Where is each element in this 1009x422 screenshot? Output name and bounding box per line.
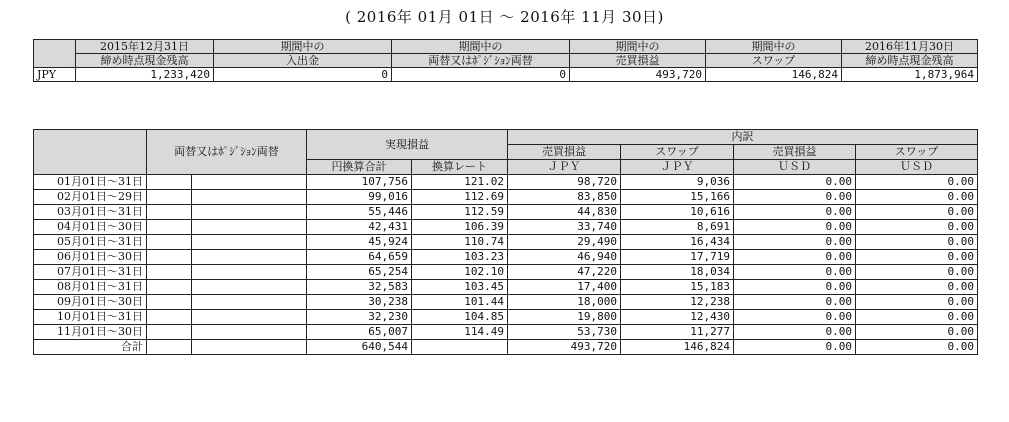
trade-pl-usd-cell: 0.00 [734, 205, 856, 220]
swap-jpy-header: スワップ [621, 145, 734, 160]
rate-cell: 112.69 [412, 190, 508, 205]
rate-cell: 104.85 [412, 310, 508, 325]
trade-pl-usd-cell: 0.00 [734, 235, 856, 250]
yen-total-cell: 65,254 [307, 265, 412, 280]
trade-pl-usd-header: 売買損益 [734, 145, 856, 160]
exchange-cell [192, 250, 307, 265]
exchange-cell [192, 265, 307, 280]
opening-balance-value: 1,233,420 [76, 68, 214, 82]
yen-total-cell: 32,230 [307, 310, 412, 325]
exchange-cell [147, 280, 192, 295]
trade-pl-jpy-cell: 17,400 [508, 280, 621, 295]
table-row [34, 235, 978, 250]
swap-jpy-cell: 12,430 [621, 310, 734, 325]
trade-pl-jpy-cell: 98,720 [508, 175, 621, 190]
deposit-value: 0 [214, 68, 392, 82]
trade-pl-usd-cell: 0.00 [734, 265, 856, 280]
summary-header-opening-date: 2015年12月31日 [76, 40, 214, 54]
swap-jpy-cell: 10,616 [621, 205, 734, 220]
rate-cell: 106.39 [412, 220, 508, 235]
summary-header-row-1 [34, 40, 978, 54]
trade-pl-usd-cell: 0.00 [734, 280, 856, 295]
exchange-cell [147, 220, 192, 235]
trade-pl-jpy-cell: 53,730 [508, 325, 621, 340]
swap-usd-header: スワップ [856, 145, 978, 160]
exchange-cell [147, 295, 192, 310]
monthly-breakdown-table [33, 129, 978, 355]
swap-jpy-cell: 8,691 [621, 220, 734, 235]
yen-total-cell: 65,007 [307, 325, 412, 340]
swap-jpy-cell: 9,036 [621, 175, 734, 190]
closing-balance-value: 1,873,964 [842, 68, 978, 82]
trade-pl-jpy-cell: 18,000 [508, 295, 621, 310]
trade-pl-jpy-cell: 46,940 [508, 250, 621, 265]
trade-pl-jpy-header: 売買損益 [508, 145, 621, 160]
rate-cell: 103.23 [412, 250, 508, 265]
period-cell: 09月01日〜30日 [34, 295, 147, 310]
rate-cell: 102.10 [412, 265, 508, 280]
rate-cell: 114.49 [412, 325, 508, 340]
exchange-cell [147, 205, 192, 220]
swap-jpy-cell: 15,166 [621, 190, 734, 205]
total-label: 合計 [34, 340, 147, 355]
yen-total-cell: 64,659 [307, 250, 412, 265]
total-pl-jpy: 493,720 [508, 340, 621, 355]
rate-cell: 101.44 [412, 295, 508, 310]
table-row [34, 310, 978, 325]
trade-pl-usd-cell: 0.00 [734, 325, 856, 340]
trade-pl-usd-cell: 0.00 [734, 220, 856, 235]
trade-pl-jpy-cell: 19,800 [508, 310, 621, 325]
exchange-cell [147, 325, 192, 340]
summary-header-trade-pl-1: 期間中の [570, 40, 706, 54]
monthly-corner-cell [34, 130, 147, 175]
table-row [34, 250, 978, 265]
trade-pl-jpy-cell: 44,830 [508, 205, 621, 220]
swap-jpy-cell: 15,183 [621, 280, 734, 295]
trade-pl-jpy-cell: 33,740 [508, 220, 621, 235]
summary-header-trade-pl-2: 売買損益 [570, 54, 706, 68]
swap-usd-cell: 0.00 [856, 280, 978, 295]
period-cell: 03月01日〜31日 [34, 205, 147, 220]
table-row [34, 265, 978, 280]
total-swap-jpy: 146,824 [621, 340, 734, 355]
exchange-header: 両替又はﾎﾟｼﾞｼｮﾝ両替 [147, 130, 307, 175]
summary-header-exchange-1: 期間中の [392, 40, 570, 54]
yen-total-cell: 99,016 [307, 190, 412, 205]
currency-cell: JPY [34, 68, 76, 82]
table-row [34, 175, 978, 190]
exchange-value: 0 [392, 68, 570, 82]
monthly-header-row-1 [34, 130, 978, 145]
swap-jpy-cell: 18,034 [621, 265, 734, 280]
total-pl-usd: 0.00 [734, 340, 856, 355]
summary-header-closing-date: 2016年11月30日 [842, 40, 978, 54]
table-row [34, 190, 978, 205]
trade-pl-usd-cell: 0.00 [734, 310, 856, 325]
exchange-cell [192, 280, 307, 295]
jpy-currency-header: ＪＰＹ [508, 160, 621, 175]
summary-header-swap-2: スワップ [706, 54, 842, 68]
yen-total-cell: 42,431 [307, 220, 412, 235]
exchange-cell [147, 310, 192, 325]
swap-usd-cell: 0.00 [856, 175, 978, 190]
yen-total-cell: 45,924 [307, 235, 412, 250]
exchange-cell [147, 340, 192, 355]
swap-usd-cell: 0.00 [856, 190, 978, 205]
total-row [34, 340, 978, 355]
swap-jpy-cell: 11,277 [621, 325, 734, 340]
yen-total-cell: 107,756 [307, 175, 412, 190]
yen-total-cell: 30,238 [307, 295, 412, 310]
swap-usd-cell: 0.00 [856, 325, 978, 340]
rate-header: 換算レート [412, 160, 508, 175]
summary-header-row-2 [34, 54, 978, 68]
summary-header-deposit-2: 入出金 [214, 54, 392, 68]
swap-value: 146,824 [706, 68, 842, 82]
summary-header-deposit-1: 期間中の [214, 40, 392, 54]
swap-usd-cell: 0.00 [856, 235, 978, 250]
rate-cell: 112.59 [412, 205, 508, 220]
usd-currency-header: ＵＳＤ [734, 160, 856, 175]
swap-usd-cell: 0.00 [856, 265, 978, 280]
yen-total-cell: 32,583 [307, 280, 412, 295]
yen-total-cell: 55,446 [307, 205, 412, 220]
trade-pl-jpy-cell: 47,220 [508, 265, 621, 280]
swap-jpy-cell: 12,238 [621, 295, 734, 310]
exchange-cell [192, 205, 307, 220]
exchange-cell [192, 220, 307, 235]
usd-currency-header: ＵＳＤ [856, 160, 978, 175]
swap-usd-cell: 0.00 [856, 295, 978, 310]
swap-usd-cell: 0.00 [856, 205, 978, 220]
summary-table [33, 39, 978, 82]
period-cell: 07月01日〜31日 [34, 265, 147, 280]
period-cell: 10月01日〜31日 [34, 310, 147, 325]
period-cell: 01月01日〜31日 [34, 175, 147, 190]
exchange-cell [192, 235, 307, 250]
table-row [34, 325, 978, 340]
total-swap-usd: 0.00 [856, 340, 978, 355]
table-row [34, 205, 978, 220]
table-row [34, 220, 978, 235]
exchange-cell [192, 190, 307, 205]
summary-header-exchange-2: 両替又はﾎﾟｼﾞｼｮﾝ両替 [392, 54, 570, 68]
swap-usd-cell: 0.00 [856, 220, 978, 235]
summary-header-opening-balance: 締め時点現金残高 [76, 54, 214, 68]
exchange-cell [147, 190, 192, 205]
exchange-cell [192, 310, 307, 325]
swap-jpy-cell: 16,434 [621, 235, 734, 250]
period-cell: 11月01日〜30日 [34, 325, 147, 340]
realized-pl-header: 実現損益 [307, 130, 508, 160]
trade-pl-usd-cell: 0.00 [734, 190, 856, 205]
exchange-cell [192, 325, 307, 340]
exchange-cell [147, 265, 192, 280]
report-period-title: ( 2016年 01月 01日 〜 2016年 11月 30日) [345, 8, 664, 26]
breakdown-header: 内訳 [508, 130, 978, 145]
rate-cell: 121.02 [412, 175, 508, 190]
exchange-cell [192, 175, 307, 190]
summary-data-row [34, 68, 978, 82]
total-yen: 640,544 [307, 340, 412, 355]
swap-jpy-cell: 17,719 [621, 250, 734, 265]
swap-usd-cell: 0.00 [856, 310, 978, 325]
trade-pl-usd-cell: 0.00 [734, 250, 856, 265]
exchange-cell [192, 295, 307, 310]
period-cell: 02月01日〜29日 [34, 190, 147, 205]
trade-pl-jpy-cell: 29,490 [508, 235, 621, 250]
period-cell: 08月01日〜31日 [34, 280, 147, 295]
period-cell: 05月01日〜31日 [34, 235, 147, 250]
yen-total-header: 円換算合計 [307, 160, 412, 175]
summary-header-swap-1: 期間中の [706, 40, 842, 54]
trade-pl-jpy-cell: 83,850 [508, 190, 621, 205]
table-row [34, 295, 978, 310]
exchange-cell [147, 250, 192, 265]
exchange-cell [192, 340, 307, 355]
period-cell: 04月01日〜30日 [34, 220, 147, 235]
monthly-rows [34, 175, 978, 340]
swap-usd-cell: 0.00 [856, 250, 978, 265]
total-rate [412, 340, 508, 355]
trade-pl-usd-cell: 0.00 [734, 295, 856, 310]
trade-pl-value: 493,720 [570, 68, 706, 82]
summary-header-closing-balance: 締め時点現金残高 [842, 54, 978, 68]
period-cell: 06月01日〜30日 [34, 250, 147, 265]
rate-cell: 110.74 [412, 235, 508, 250]
trade-pl-usd-cell: 0.00 [734, 175, 856, 190]
summary-corner-cell [34, 40, 76, 68]
jpy-currency-header: ＪＰＹ [621, 160, 734, 175]
exchange-cell [147, 235, 192, 250]
rate-cell: 103.45 [412, 280, 508, 295]
table-row [34, 280, 978, 295]
exchange-cell [147, 175, 192, 190]
